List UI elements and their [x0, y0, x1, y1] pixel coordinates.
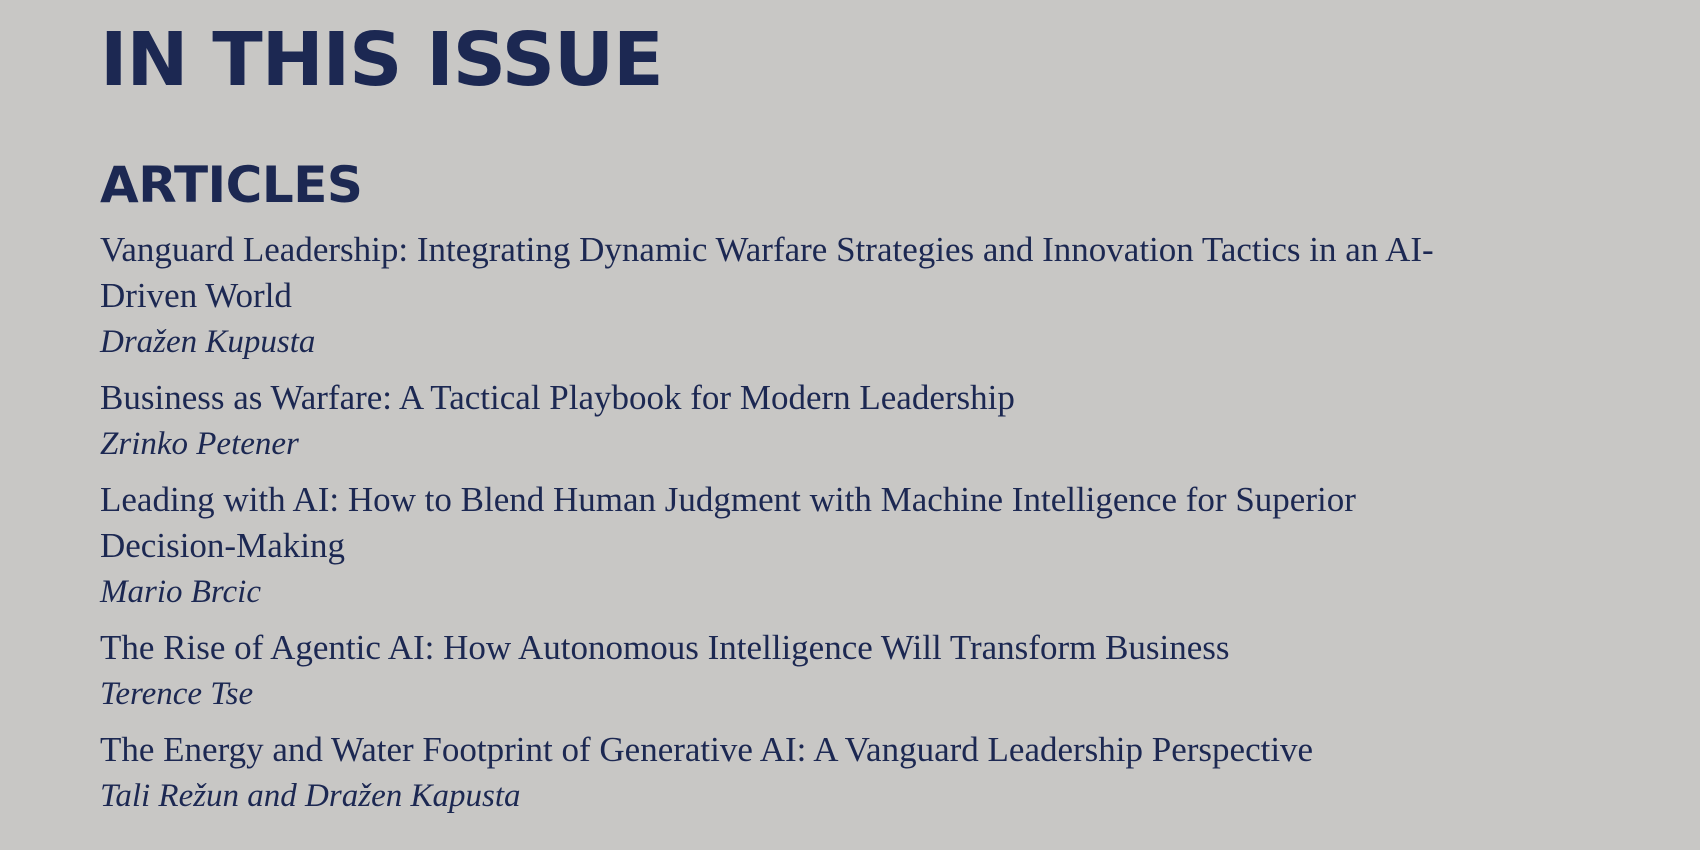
article-title[interactable]: The Rise of Agentic AI: How Autonomous Intelligence Will Transform Business: [100, 628, 1230, 667]
article-entry: [100, 227, 1560, 365]
article-entry: [100, 727, 1560, 819]
issue-title: IN THIS ISSUE: [100, 17, 663, 103]
article-title[interactable]: Business as Warfare: A Tactical Playbook for Modern Leadership: [100, 378, 1015, 417]
section-title-articles: ARTICLES: [100, 156, 363, 214]
article-author: Tali Režun and Dražen Kapusta: [100, 778, 521, 814]
article-title[interactable]: The Energy and Water Footprint of Generative AI: A Vanguard Leadership Perspective: [100, 730, 1314, 769]
article-author: Dražen Kupusta: [100, 324, 316, 360]
article-entry: [100, 625, 1560, 717]
article-entry: [100, 375, 1560, 467]
article-title[interactable]: Vanguard Leadership: Integrating Dynamic Warfare Strategies and Innovation Tactics in an AI-Driven World: [100, 230, 1434, 315]
article-list: [100, 227, 1560, 829]
article-author: Zrinko Petener: [100, 426, 299, 462]
document-page: [100, 0, 1660, 850]
article-title[interactable]: Leading with AI: How to Blend Human Judgment with Machine Intelligence for Superior Decision-Making: [100, 480, 1356, 565]
article-entry: [100, 477, 1560, 615]
article-author: Mario Brcic: [100, 574, 261, 610]
article-author: Terence Tse: [100, 676, 254, 712]
